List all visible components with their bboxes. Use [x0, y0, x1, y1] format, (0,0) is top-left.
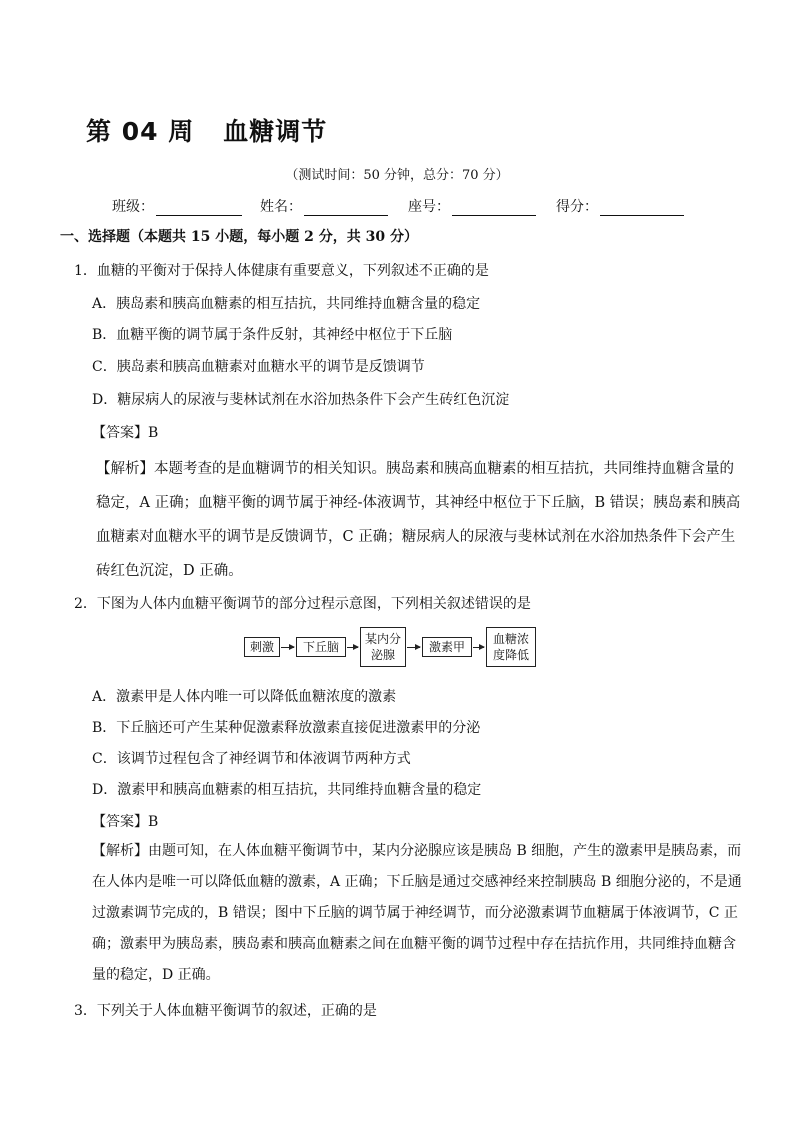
diagram-node-hormone-a: 激素甲 [422, 637, 472, 657]
q2-answer: 【答案】B [92, 814, 159, 830]
seat-label: 座号： [408, 199, 450, 215]
class-label: 班级： [112, 199, 154, 215]
seat-field[interactable] [408, 196, 536, 216]
q2-option-a: A．激素甲是人体内唯一可以降低血糖浓度的激素 [92, 689, 397, 705]
diagram-arrow-2 [347, 647, 358, 648]
q2-option-b: B．下丘脑还可产生某种促激素释放激素直接促进激素甲的分泌 [92, 720, 481, 736]
section-heading: 一、选择题（本题共 15 小题，每小题 2 分，共 30 分） [60, 229, 418, 245]
class-blank[interactable] [156, 201, 242, 216]
flow-diagram [244, 627, 544, 667]
q2-option-d: D．激素甲和胰高血糖素的相互拮抗，共同维持血糖含量的稳定 [92, 782, 482, 798]
class-field[interactable] [112, 196, 242, 216]
q1-option-a: A．胰岛素和胰高血糖素的相互拮抗，共同维持血糖含量的稳定 [92, 296, 481, 312]
score-blank[interactable] [600, 201, 684, 216]
diagram-arrow-1 [281, 647, 294, 648]
seat-blank[interactable] [452, 201, 536, 216]
diagram-node-hypothalamus: 下丘脑 [296, 637, 346, 657]
score-field[interactable] [556, 196, 684, 216]
q2-explanation: 【解析】由题可知，在人体血糖平衡调节中，某内分泌腺应该是胰岛 B 细胞，产生的激素甲是胰岛素，而在人体内是唯一可以降低血糖的激素，A 正确；下丘脑是通过交感神经来控制胰岛 B 细胞分泌的，不是通过激素调节完成的，B 错误；图中下丘脑的调节属于神经调节，而分泌激素调节血糖属于体液调节，C 正确；激素甲为胰岛素，胰岛素和胰高血糖素之间在血糖平衡的调节过程中存在拮抗作用，共同维持血糖含量的稳定，D 正确。 [92, 843, 742, 983]
q2-option-c: C．该调节过程包含了神经调节和体液调节两种方式 [92, 751, 411, 767]
question-3-stem: 3．下列关于人体血糖平衡调节的叙述，正确的是 [74, 1003, 377, 1019]
question-2-stem: 2．下图为人体内血糖平衡调节的部分过程示意图，下列相关叙述错误的是 [74, 596, 531, 612]
diagram-arrow-4 [473, 647, 484, 648]
diagram-node-endocrine-gland: 某内分泌腺 [360, 627, 406, 667]
q1-answer: 【答案】B [92, 425, 159, 441]
diagram-arrow-3 [407, 647, 420, 648]
page-title: 第 04 周 血糖调节 [86, 117, 328, 146]
score-label: 得分： [556, 199, 598, 215]
question-1-stem: 1．血糖的平衡对于保持人体健康有重要意义，下列叙述不正确的是 [74, 263, 489, 279]
q1-option-c: C．胰岛素和胰高血糖素对血糖水平的调节是反馈调节 [92, 359, 425, 375]
diagram-node-stimulus: 刺激 [244, 637, 280, 657]
test-info: （测试时间：50 分钟，总分：70 分） [285, 168, 509, 183]
name-blank[interactable] [304, 201, 388, 216]
q1-option-b: B．血糖平衡的调节属于条件反射，其神经中枢位于下丘脑 [92, 327, 453, 343]
q1-option-d: D．糖尿病人的尿液与斐林试剂在水浴加热条件下会产生砖红色沉淀 [92, 392, 510, 408]
name-field[interactable] [260, 196, 388, 216]
name-label: 姓名： [260, 199, 302, 215]
q1-explanation: 【解析】本题考查的是血糖调节的相关知识。胰岛素和胰高血糖素的相互拮抗，共同维持血糖含量的稳定，A 正确；血糖平衡的调节属于神经-体液调节，其神经中枢位于下丘脑，B 错误；胰岛素和胰高血糖素对血糖水平的调节是反馈调节，C 正确；糖尿病人的尿液与斐林试剂在水浴加热条件下会产生砖红色沉淀，D 正确。 [96, 461, 741, 579]
diagram-node-glucose-lowered: 血糖浓度降低 [486, 627, 536, 667]
